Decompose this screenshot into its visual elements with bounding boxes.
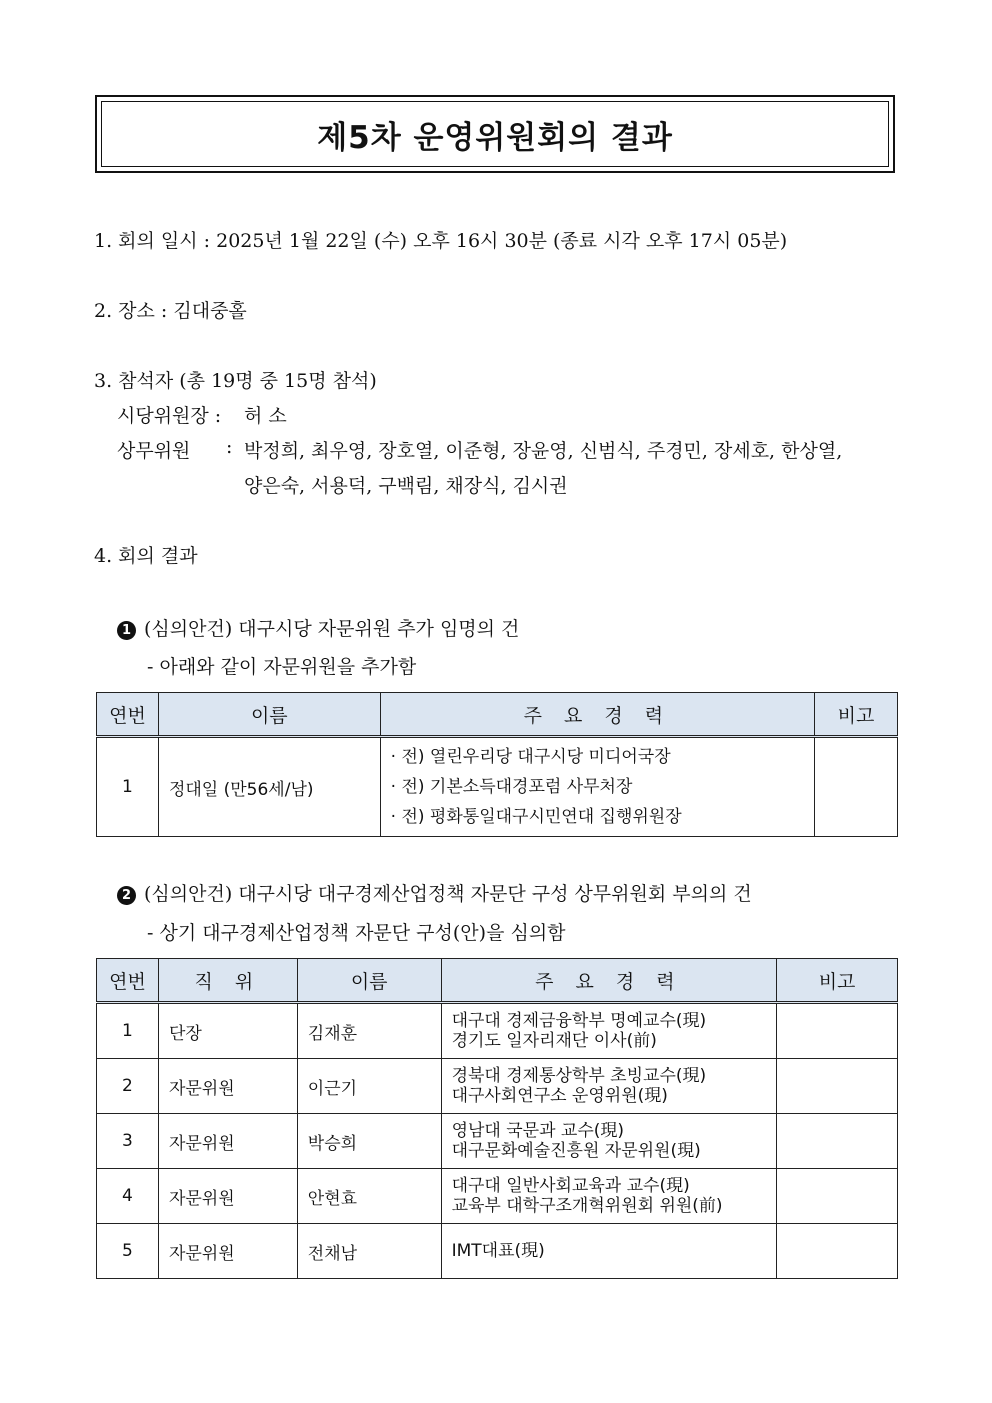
- row-no: 1: [97, 737, 159, 837]
- header-career: 주 요 경 력: [441, 959, 777, 1003]
- members-list-line1: 박정희, 최우영, 장호열, 이준형, 장윤영, 신범식, 주경민, 장세호, 한상열,: [244, 440, 843, 462]
- chair-label: 시당위원장 :: [117, 405, 222, 427]
- meeting-datetime: 1. 회의 일시 : 2025년 1월 22일 (수) 오후 16시 30분 (종료 시각 오후 17시 05분): [94, 230, 788, 252]
- table-row: [97, 737, 898, 837]
- members-label: 상무위원: [117, 440, 191, 462]
- row-no: 3: [97, 1114, 159, 1169]
- row-career: [441, 1059, 777, 1114]
- agenda1-title-text: (심의안건) 대구시당 자문위원 추가 임명의 건: [144, 618, 520, 640]
- career-line: IMT대표(現): [451, 1241, 545, 1261]
- row-position: 단장: [158, 1003, 297, 1059]
- row-career: [441, 1224, 777, 1279]
- table-row: [97, 1114, 898, 1169]
- row-note: [777, 1169, 898, 1224]
- row-career: [441, 1169, 777, 1224]
- row-note: [777, 1059, 898, 1114]
- career-line: · 전) 열린우리당 대구시당 미디어국장: [390, 747, 671, 767]
- header-name: 이름: [158, 693, 380, 737]
- row-no: 5: [97, 1224, 159, 1279]
- agenda2-title-text: (심의안건) 대구시당 대구경제산업정책 자문단 구성 상무위원회 부의의 건: [144, 883, 752, 905]
- header-no: 연번: [97, 959, 159, 1003]
- advisory-committee-table: [96, 958, 898, 1279]
- career-line: · 전) 평화통일대구시민연대 집행위원장: [390, 807, 682, 827]
- agenda1-subtitle: - 아래와 같이 자문위원을 추가함: [147, 656, 417, 678]
- career-line: 대구문화예술진흥원 자문위원(現): [451, 1141, 701, 1161]
- row-note: [777, 1224, 898, 1279]
- row-name: 전채남: [297, 1224, 441, 1279]
- row-note: [815, 737, 898, 837]
- row-name: 김재훈: [297, 1003, 441, 1059]
- career-line: 경기도 일자리재단 이사(前): [451, 1031, 657, 1051]
- page-title: 제5차 운영위원회의 결과: [317, 119, 673, 156]
- table-row: [97, 1003, 898, 1059]
- agenda2-subtitle: - 상기 대구경제산업정책 자문단 구성(안)을 심의함: [147, 922, 566, 944]
- header-no: 연번: [97, 693, 159, 737]
- table-header-row: [97, 959, 898, 1003]
- table-row: [97, 1224, 898, 1279]
- title-inner-frame: [101, 101, 889, 167]
- career-line: · 전) 기본소득대경포럼 사무처장: [390, 777, 633, 797]
- meeting-place: 2. 장소 : 김대중홀: [94, 300, 247, 322]
- agenda1-title: [117, 614, 519, 641]
- agenda1-number-bullet: 1: [117, 621, 136, 640]
- header-name: 이름: [297, 959, 441, 1003]
- row-career: [380, 737, 814, 837]
- career-line: 대구대 경제금융학부 명예교수(現): [451, 1011, 707, 1031]
- row-no: 1: [97, 1003, 159, 1059]
- row-position: 자문위원: [158, 1224, 297, 1279]
- row-no: 4: [97, 1169, 159, 1224]
- row-career: [441, 1114, 777, 1169]
- header-career: 주 요 경 력: [380, 693, 814, 737]
- header-position: 직 위: [158, 959, 297, 1003]
- career-line: 대구사회연구소 운영위원(現): [451, 1086, 668, 1106]
- advisor-appointment-table: [96, 692, 898, 837]
- table-row: [97, 1169, 898, 1224]
- attendees-heading: 3. 참석자 (총 19명 중 15명 참석): [94, 370, 377, 392]
- table-row: [97, 1059, 898, 1114]
- title-box: [95, 95, 895, 173]
- row-name: 이근기: [297, 1059, 441, 1114]
- table-header-row: [97, 693, 898, 737]
- members-colon: :: [226, 436, 233, 458]
- header-note: 비고: [777, 959, 898, 1003]
- row-position: 자문위원: [158, 1059, 297, 1114]
- row-position: 자문위원: [158, 1169, 297, 1224]
- chair-name: 허 소: [244, 405, 287, 427]
- results-heading: 4. 회의 결과: [94, 545, 198, 567]
- row-note: [777, 1114, 898, 1169]
- row-position: 자문위원: [158, 1114, 297, 1169]
- agenda2-number-bullet: 2: [117, 886, 136, 905]
- row-name: 안현효: [297, 1169, 441, 1224]
- header-note: 비고: [815, 693, 898, 737]
- agenda2-title: [117, 879, 752, 906]
- career-line: 대구대 일반사회교육과 교수(現): [451, 1176, 690, 1196]
- row-career: [441, 1003, 777, 1059]
- career-line: 영남대 국문과 교수(現): [451, 1121, 625, 1141]
- career-line: 경북대 경제통상학부 초빙교수(現): [451, 1066, 707, 1086]
- row-note: [777, 1003, 898, 1059]
- row-name: 정대일 (만56세/남): [158, 737, 380, 837]
- career-line: 교육부 대학구조개혁위원회 위원(前): [451, 1196, 723, 1216]
- row-no: 2: [97, 1059, 159, 1114]
- members-list-line2: 양은숙, 서용덕, 구백림, 채장식, 김시권: [244, 475, 568, 497]
- row-name: 박승희: [297, 1114, 441, 1169]
